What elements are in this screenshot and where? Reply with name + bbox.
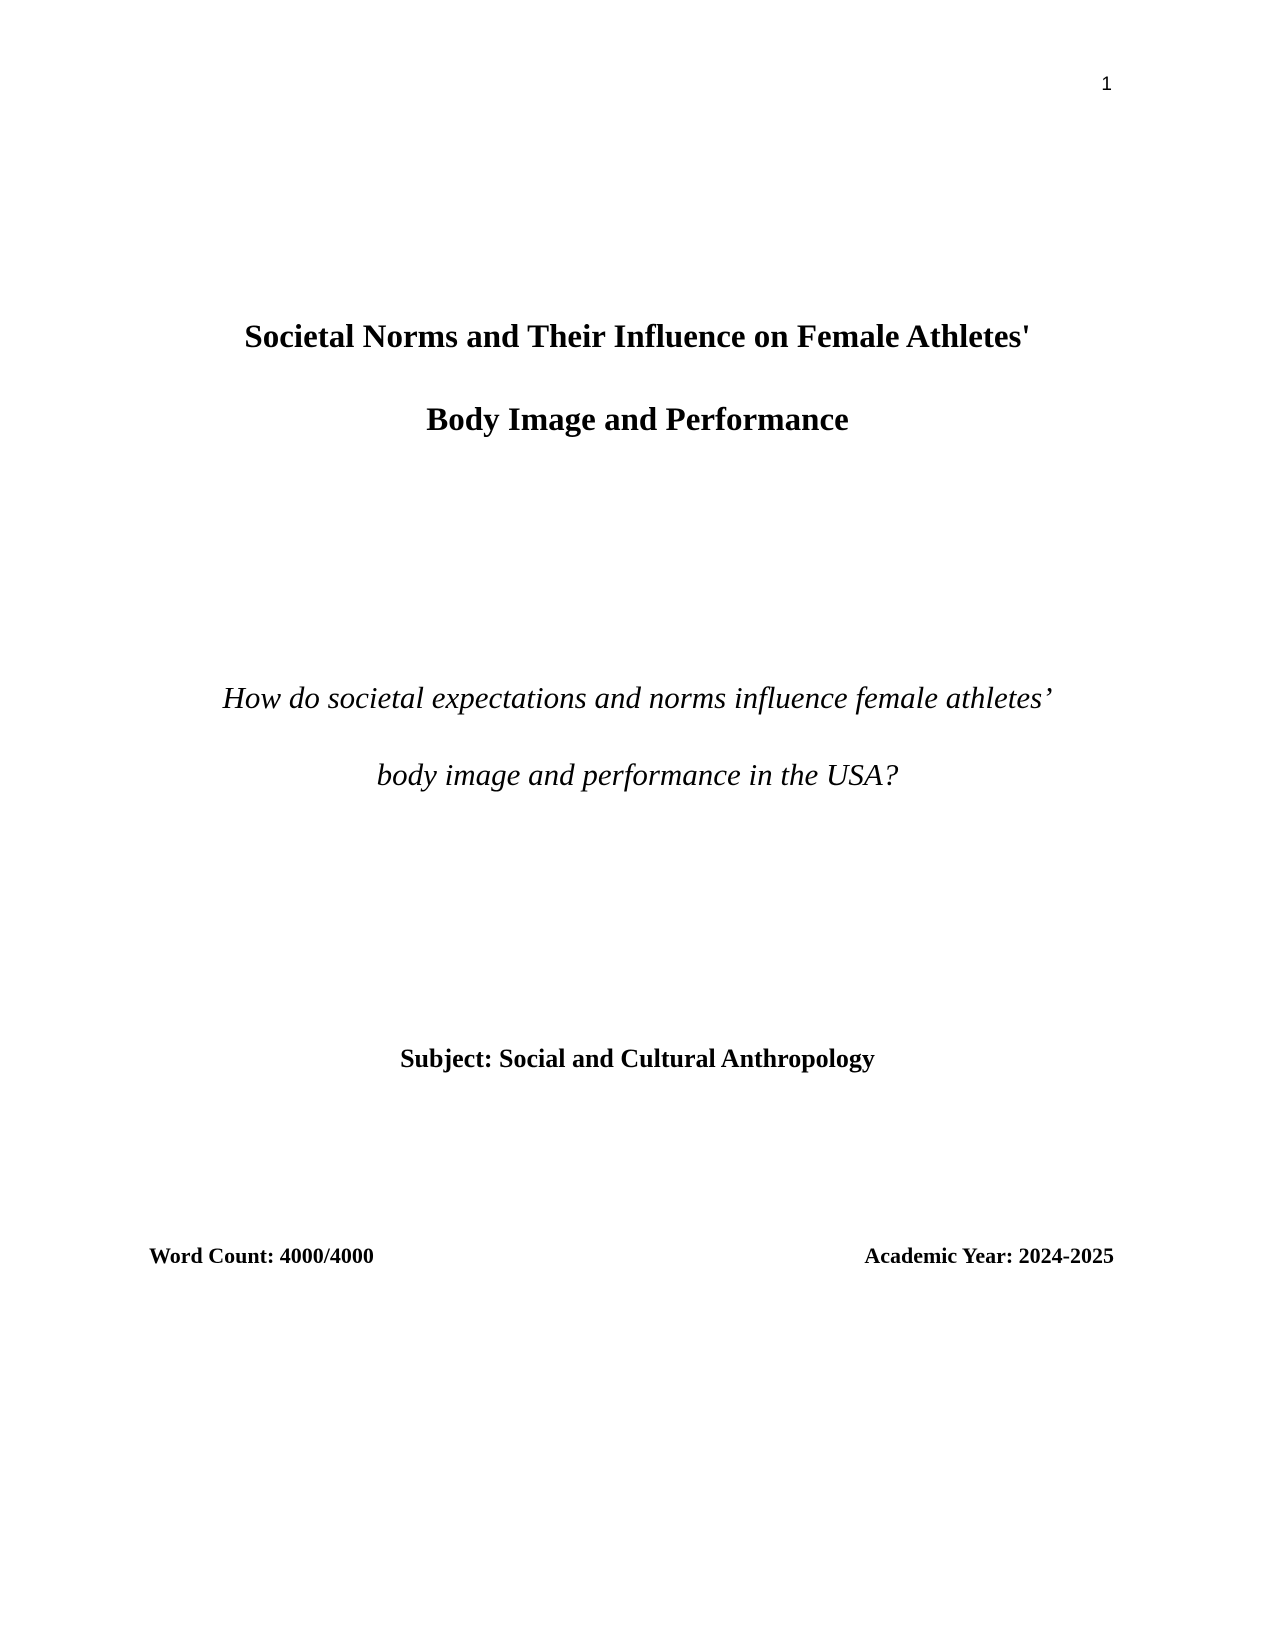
research-question — [0, 680, 1275, 793]
page-number: 1 — [1101, 74, 1112, 95]
title-block — [0, 318, 1275, 439]
title-line-1: Societal Norms and Their Influence on Female Athletes' — [244, 319, 1031, 355]
footer-row — [149, 1243, 1114, 1269]
subject-line: Subject: Social and Cultural Anthropology — [400, 1044, 875, 1073]
title-line-2: Body Image and Performance — [426, 402, 849, 438]
research-question-line-1: How do societal expectations and norms influence female athletes’ — [222, 680, 1053, 715]
academic-year: Academic Year: 2024-2025 — [864, 1243, 1114, 1268]
word-count: Word Count: 4000/4000 — [149, 1243, 374, 1268]
research-question-line-2: body image and performance in the USA? — [376, 757, 899, 792]
